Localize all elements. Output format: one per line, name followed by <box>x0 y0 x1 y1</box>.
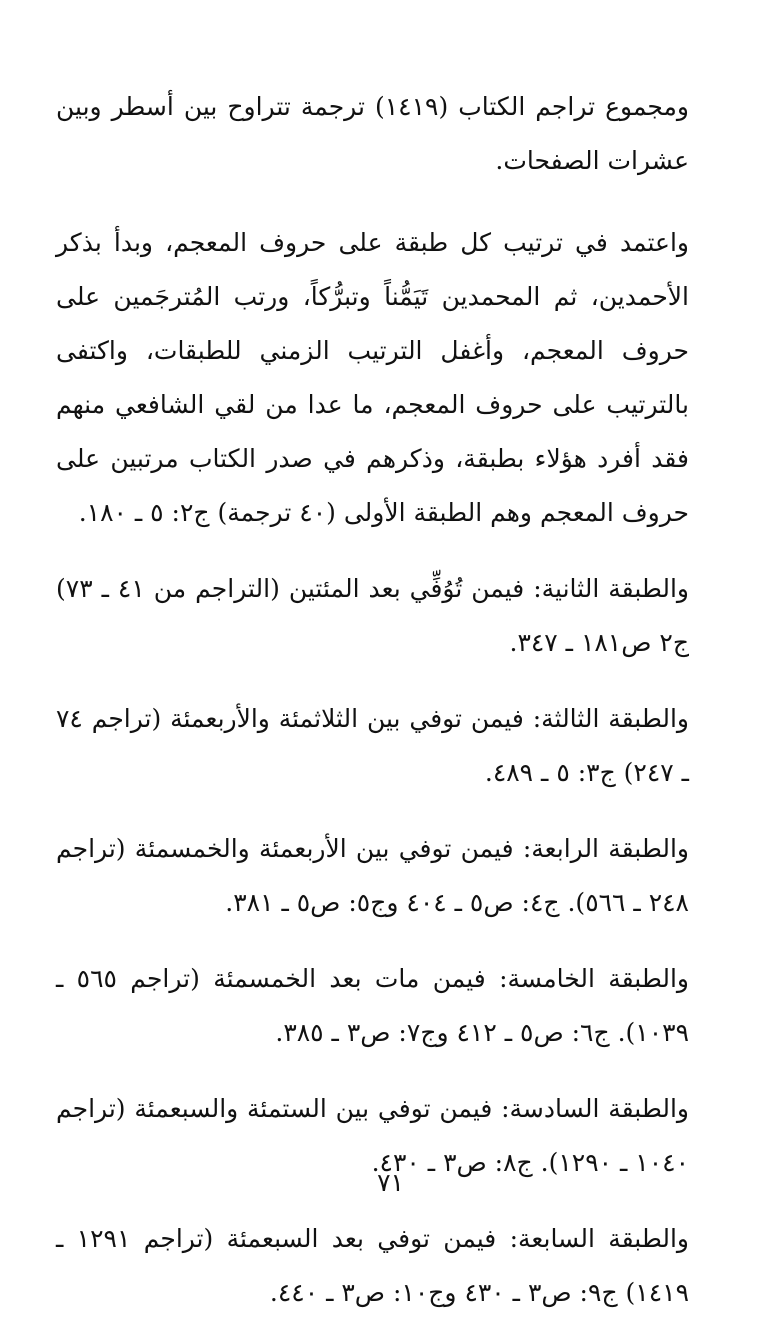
paragraph-class-2: والطبقة الثانية: فيمن تُوُفِّي بعد المئتين (التراجم من ٤١ ـ ٧٣) ج٢ ص١٨١ ـ ٣٤٧. <box>56 574 690 657</box>
page-body <box>56 80 729 1320</box>
paragraph-class-5: والطبقة الخامسة: فيمن مات بعد الخمسمئة (تراجم ٥٦٥ ـ ١٠٣٩). ج٦: ص٥ ـ ٤١٢ وج٧: ص٣ ـ ٣٨٥. <box>56 964 689 1047</box>
paragraph-class-4: والطبقة الرابعة: فيمن توفي بين الأربعمئة والخمسمئة (تراجم ٢٤٨ ـ ٥٦٦). ج٤: ص٥ ـ ٤٠٤ وج٥: ص٥ ـ ٣٨١. <box>56 834 689 917</box>
page-number: ٧١ <box>377 1168 404 1197</box>
paragraph-ordering-method: واعتمد في ترتيب كل طبقة على حروف المعجم، وبدأ بذكر الأحمدين، ثم المحمدين تَيَمُّناً وتبرُّكاً، ورتب المُترجَمين على حروف المعجم، وأغفل الترتيب الزمني للطبقات، واكتفى بالترتيب على حروف المعجم، ما عدا من لقي الشافعي منهم فقد أفرد هؤلاء بطبقة، وذكرهم في صدر الكتاب مرتبين على حروف المعجم وهم الطبقة الأولى (٤٠ ترجمة) ج٢: ٥ ـ ١٨٠. <box>56 228 689 527</box>
paragraph-class-3: والطبقة الثالثة: فيمن توفي بين الثلاثمئة والأربعمئة (تراجم ٧٤ ـ ٢٤٧) ج٣: ٥ ـ ٤٨٩. <box>56 704 689 787</box>
paragraph-class-7: والطبقة السابعة: فيمن توفي بعد السبعمئة (تراجم ١٢٩١ ـ ١٤١٩) ج٩: ص٣ ـ ٤٣٠ وج١٠: ص٣ ـ ٤٤٠. <box>56 1224 689 1307</box>
paragraph-total-biographies: ومجموع تراجم الكتاب (١٤١٩) ترجمة تتراوح بين أسطر وبين عشرات الصفحات. <box>56 92 689 175</box>
paragraph-class-6: والطبقة السادسة: فيمن توفي بين الستمئة والسبعمئة (تراجم ١٠٤٠ ـ ١٢٩٠). ج٨: ص٣ ـ ٤٣٠. <box>56 1094 689 1177</box>
